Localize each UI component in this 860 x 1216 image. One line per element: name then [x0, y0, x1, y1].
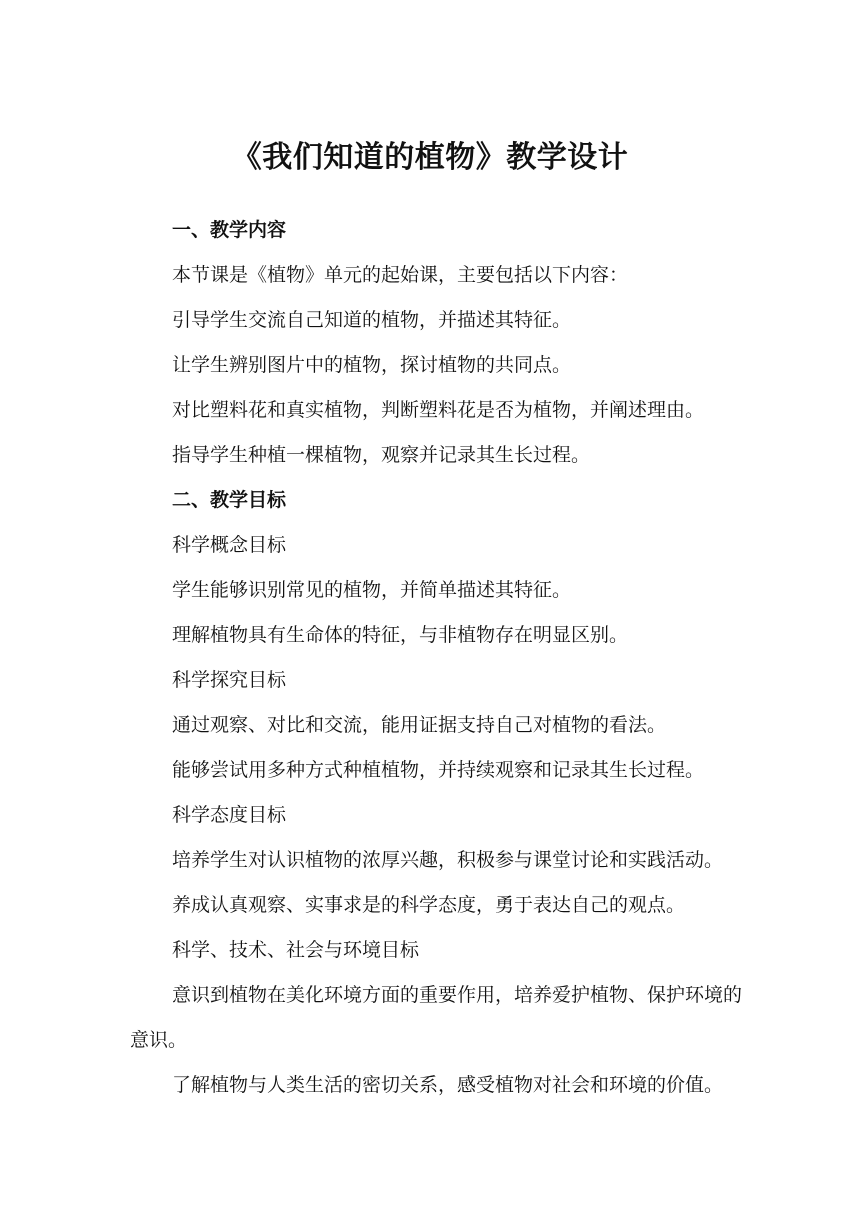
paragraph: 学生能够识别常见的植物，并简单描述其特征。: [172, 579, 572, 601]
subheading: 科学探究目标: [172, 669, 287, 691]
paragraph: 了解植物与人类生活的密切关系，感受植物对社会和环境的价值。: [172, 1074, 724, 1096]
section-heading-objectives: 二、教学目标: [172, 489, 287, 511]
subheading: 科学概念目标: [172, 534, 287, 556]
paragraph: 培养学生对认识植物的浓厚兴趣，积极参与课堂讨论和实践活动。: [172, 849, 724, 871]
paragraph: 本节课是《植物》单元的起始课，主要包括以下内容：: [172, 264, 629, 286]
paragraph: 理解植物具有生命体的特征，与非植物存在明显区别。: [172, 624, 629, 646]
document-body: [130, 208, 750, 1108]
subheading: 科学态度目标: [172, 804, 287, 826]
subheading: 科学、技术、社会与环境目标: [172, 939, 420, 961]
paragraph-wrapped: 意识到植物在美化环境方面的重要作用，培养爱护植物、保护环境的意识。: [130, 984, 743, 1051]
section-heading-content: 一、教学内容: [172, 219, 287, 241]
paragraph: 指导学生种植一棵植物，观察并记录其生长过程。: [172, 444, 591, 466]
paragraph: 养成认真观察、实事求是的科学态度，勇于表达自己的观点。: [172, 894, 686, 916]
paragraph: 通过观察、对比和交流，能用证据支持自己对植物的看法。: [172, 714, 667, 736]
paragraph: 引导学生交流自己知道的植物，并描述其特征。: [172, 309, 572, 331]
paragraph: 让学生辨别图片中的植物，探讨植物的共同点。: [172, 354, 572, 376]
document-title: 《我们知道的植物》教学设计: [231, 140, 629, 175]
paragraph: 能够尝试用多种方式种植植物，并持续观察和记录其生长过程。: [172, 759, 705, 781]
paragraph: 对比塑料花和真实植物，判断塑料花是否为植物，并阐述理由。: [172, 399, 705, 421]
